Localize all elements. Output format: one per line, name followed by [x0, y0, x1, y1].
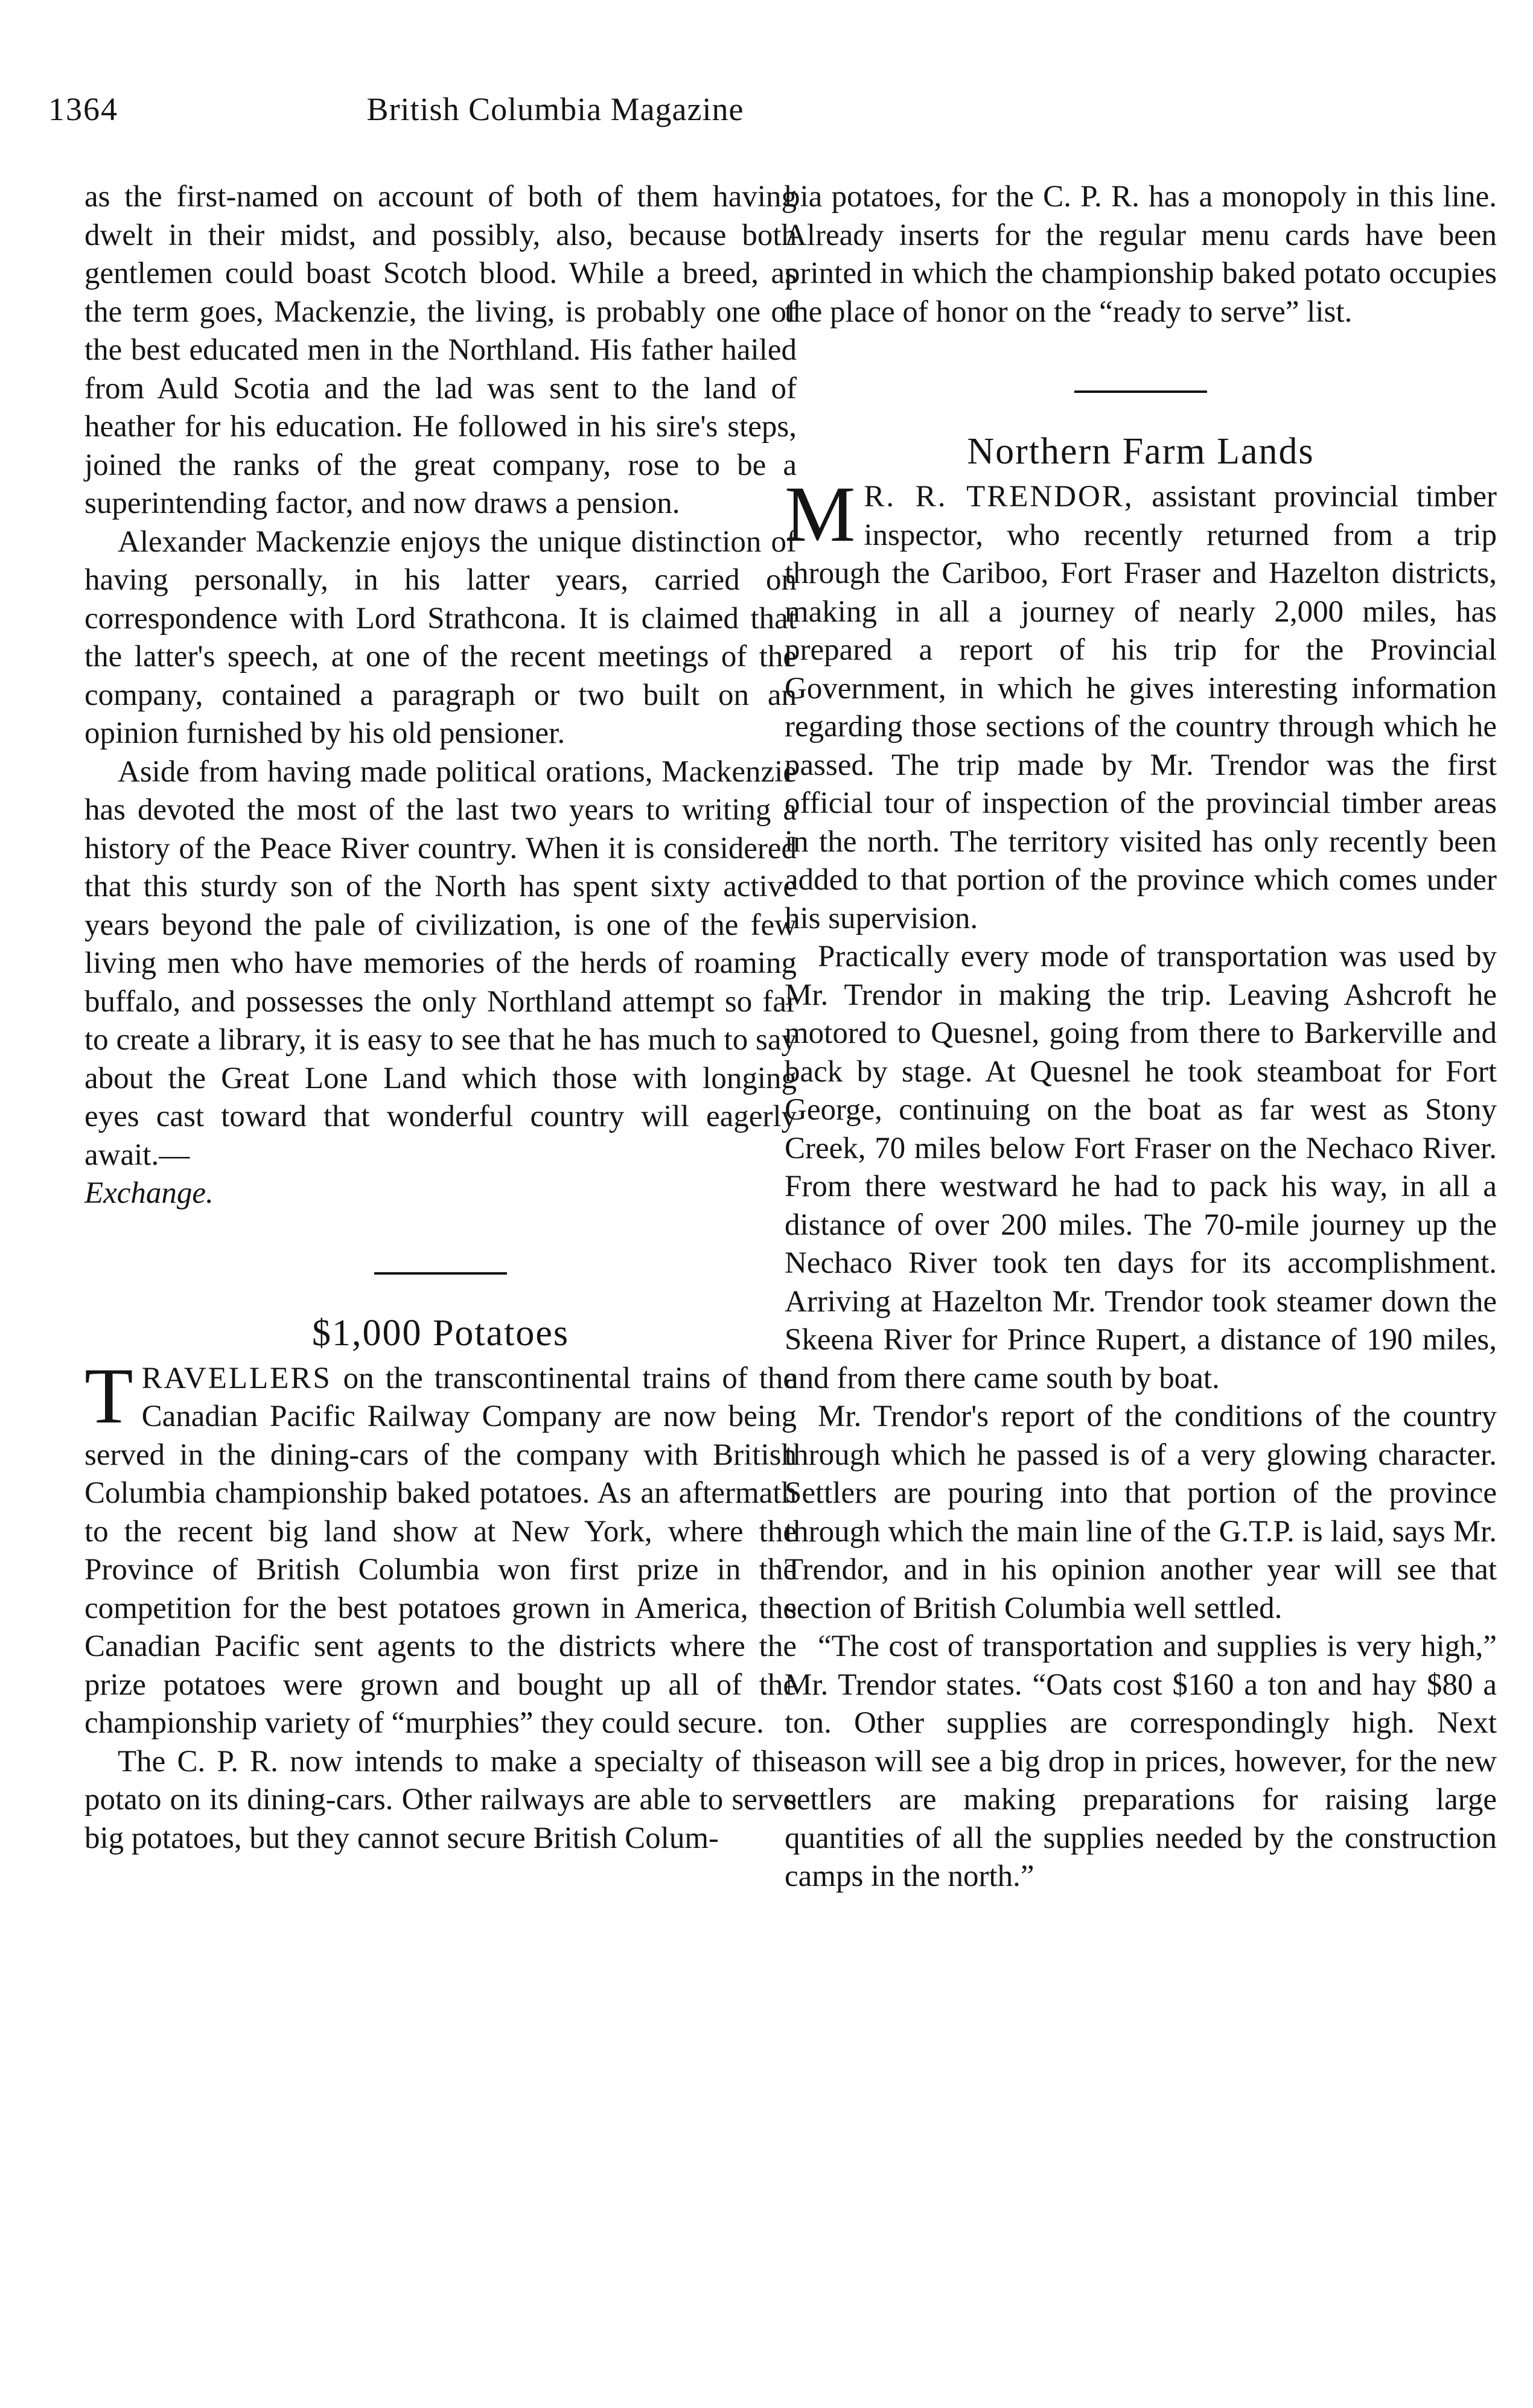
- section-title-farm-lands: Northern Farm Lands: [967, 431, 1315, 472]
- page-header: [48, 91, 978, 145]
- article-paragraph: [84, 753, 797, 1213]
- article-paragraph-text: Aside from having made political orations, Mackenzie has devoted the most of the last two years to writing a history of the Peace River country. When it is considered that this sturdy son of the North has spent sixty active years beyond the pale of civilization, is one of the few living men who have memories of the herds of roaming buffalo, and possesses the only Northland attempt so far to create a library, it is easy to see that he has much to say about the Great Lone Land which those with longing eyes cast toward that wonderful country will eagerly await.—: [84, 754, 797, 1172]
- right-column: [785, 178, 1497, 1896]
- section-divider: [1074, 390, 1207, 393]
- page-number: 1364: [48, 91, 118, 127]
- article-paragraph: Practically every mode of transportation was used by Mr. Trendor in making the trip. Leaving Ashcroft he motored to Quesnel, going from there to Barkerville and back by stage. At Quesnel he took steamboat for Fort George, continuing on the boat as far west as Stony Creek, 70 miles below Fort Fraser on the Nechaco River. From there westward he had to pack his way, in all a distance of over 200 miles. The 70-mile journey up the Nechaco River took ten days for its accomplishment. Arriving at Hazelton Mr. Trendor took steamer down the Skeena River for Prince Rupert, a distance of 190 miles, and from there came south by boat.: [785, 940, 1497, 1395]
- article-paragraph: bia potatoes, for the C. P. R. has a monopoly in this line. Already inserts for the regular menu cards have been printed in which the championship baked potato occupies the place of honor on the “ready to serve” list.: [785, 180, 1497, 329]
- section-lead-paragraph: [785, 470, 1497, 938]
- article-paragraph: “The cost of transportation and supplies is very high,” Mr. Trendor states. “Oats cost $160 a ton and hay $80 a ton. Other supplies are correspondingly high. Next season will see a big drop in prices, however, for the new settlers are making preparations for raising large quantities of all the supplies needed by the construction camps in the north.”: [785, 1629, 1497, 1893]
- section-title-potatoes: $1,000 Potatoes: [311, 1312, 570, 1354]
- lead-caps: RAVELLERS: [141, 1361, 332, 1395]
- article-paragraph: Mr. Trendor's report of the conditions of the country through which he passed is of a very glowing character. Settlers are pouring into that portion of the province through which the main line of the G.T.P. is laid, says Mr. Trendor, and in his opinion another year will see that section of British Columbia well settled.: [785, 1400, 1497, 1625]
- drop-cap: T: [84, 1351, 133, 1440]
- paragraph-text: assistant provincial timber inspector, who recently returned from a trip through the Cariboo, Fort Fraser and Hazelton districts, making in all a journey of nearly 2,000 miles, has prepared a report of his trip for the Provincial Government, in which he gives interesting information regarding those sections of the country through which he passed. The trip made by Mr. Trendor was the first official tour of inspection of the provincial timber areas in the north. The territory visited has only recently been added to that portion of the province which comes under his supervision.: [785, 480, 1497, 935]
- lead-caps: R. R. TRENDOR,: [864, 480, 1134, 514]
- section-lead-paragraph: [84, 1351, 797, 1743]
- drop-cap: M: [785, 470, 856, 558]
- attribution: Exchange.: [84, 1176, 214, 1210]
- running-title: British Columbia Magazine: [366, 91, 744, 127]
- article-paragraph: The C. P. R. now intends to make a specialty of this potato on its dining-cars. Other railways are able to serve big potatoes, but they cannot secure British Colum-: [84, 1744, 797, 1855]
- article-paragraph: as the first-named on account of both of them having dwelt in their midst, and possibly, also, because both gentlemen could boast Scotch blood. While a breed, as the term goes, Mackenzie, the living, is probably one of the best educated men in the Northland. His father hailed from Auld Scotia and the lad was sent to the land of heather for his education. He followed in his sire's steps, joined the ranks of the great company, rose to be a superintending factor, and now draws a pension.: [84, 180, 797, 520]
- article-paragraph: Alexander Mackenzie enjoys the unique distinction of having personally, in his latter years, carried on correspondence with Lord Strathcona. It is claimed that the latter's speech, at one of the recent meetings of the company, contained a paragraph or two built on an opinion furnished by his old pensioner.: [84, 524, 797, 750]
- section-divider: [374, 1272, 507, 1275]
- left-column: [84, 178, 797, 1858]
- paragraph-text: on the transcontinental trains of the Canadian Pacific Railway Company are now being served in the dining-cars of the company with British Columbia championship baked potatoes. As an aftermath to the recent big land show at New York, where the Province of British Columbia won first prize in the competition for the best potatoes grown in America, the Canadian Pacific sent agents to the districts where the prize potatoes were grown and bought up all of the championship variety of “murphies” they could secure.: [84, 1361, 797, 1740]
